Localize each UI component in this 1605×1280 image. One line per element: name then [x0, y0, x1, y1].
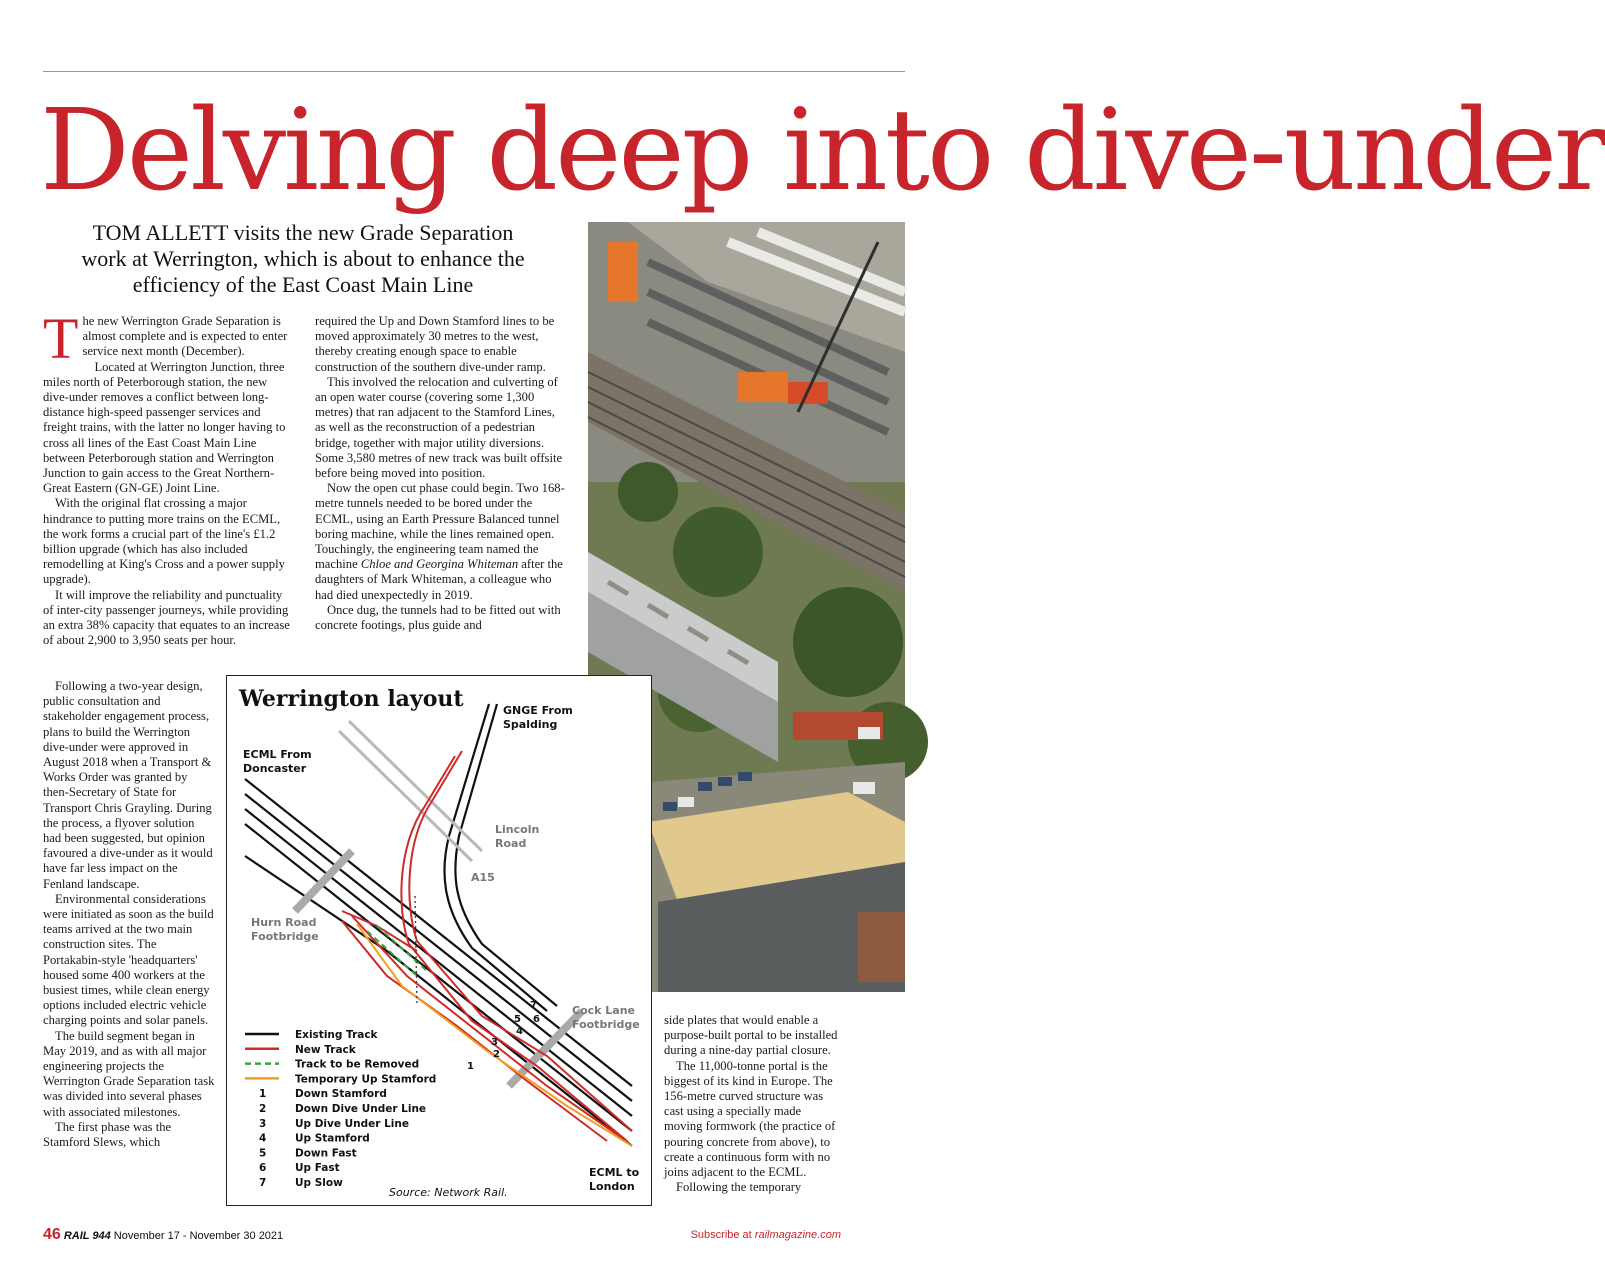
label-cock-lane: Cock Lane Footbridge [572, 1004, 640, 1031]
paragraph: required the Up and Down Stamford lines to be moved approximately 30 metres to the west, thereby creating enough space to enable construction of the southern dive-under ramp. [315, 314, 555, 374]
page-number: 46 [43, 1226, 61, 1243]
legend-label: Down Stamford [295, 1088, 387, 1101]
legend-label: Down Fast [295, 1147, 357, 1160]
legend-key: 5 [259, 1147, 267, 1160]
issue-dates: November 17 - November 30 2021 [113, 1230, 284, 1242]
paragraph: With the original flat crossing a major hindrance to putting more trains on the ECML, the work forms a crucial part of the line's £1.2 billion upgrade (which has also included remodelling at King's Cross and a power supply upgrade). [43, 496, 285, 587]
paragraph: It will improve the reliability and punctuality of inter-city passenger journeys, while providing an extra 38% capacity that equates to an increase of about 2,900 to 3,950 seats per hour. [43, 587, 290, 648]
legend-label: Existing Track [295, 1029, 378, 1041]
paragraph: Following the temporary [676, 1180, 802, 1195]
site-link[interactable]: railmagazine.com [754, 1229, 841, 1241]
paragraph: The new Werrington Grade Separation is almost complete and is expected to enter service next month (December). [43, 306, 288, 371]
label-gnge: GNGE From Spalding [503, 704, 573, 731]
map-title: Werrington layout [239, 686, 464, 712]
track-number: 7 [530, 1000, 537, 1011]
paragraph: This involved the relocation and culverting of an open water course (covering some 1,300 metres) that ran adjacent to the Stamford Lines, as well as the reconstruction of a pedestrian bridge, together with major utility diversions. Some 3,580 metres of new track was built offsite before being moved into position. [315, 374, 563, 481]
headline: Delving deep into dive-under [40, 86, 1605, 216]
legend-label: Up Slow [295, 1177, 343, 1189]
werrington-layout-map [226, 675, 652, 1206]
track-number: 4 [516, 1026, 523, 1037]
label-hurn-road: Hurn Road Footbridge [251, 916, 319, 943]
magazine-issue: RAIL 944 [63, 1230, 111, 1242]
label-ecml-from: ECML From Doncaster [243, 748, 312, 775]
body-column-3 [664, 1013, 842, 1195]
paragraph: The 11,000-tonne portal is the biggest of its kind in Europe. The 156-metre curved structure was cast using a specially made moving formwork (the practice of pouring concrete from above), to create a continuous form with no joins adjacent to the ECML. [664, 1058, 836, 1180]
legend-label: New Track [295, 1043, 356, 1056]
paragraph: side plates that would enable a purpose-built portal to be installed during a nine-day partial closure. [664, 1013, 838, 1058]
track-number: 2 [493, 1049, 500, 1060]
body-column-2 [315, 314, 567, 633]
label-lincoln-road: Lincoln Road [495, 823, 540, 850]
drop-cap: T [43, 306, 79, 371]
track-number: 3 [491, 1037, 498, 1048]
paragraph: Following a two-year design, public consultation and stakeholder engagement process, plans to build the Werrington dive-under were approved in August 2018 when a Transport & Works Order was granted by then-Secretary of State for Transport Chris Grayling. During the process, a flyover solution had been suggested, but opinion favoured a dive-under as it would have far less impact on the Fenland landscape. [43, 679, 213, 891]
legend-key: 7 [259, 1177, 267, 1189]
paragraph: The build segment began in May 2019, and as with all major engineering projects the Werrington Grade Separation task was divided into several phases with associated milestones. [43, 1028, 215, 1119]
label-a15: A15 [471, 871, 495, 884]
map-legend [245, 1029, 436, 1189]
paragraph: Environmental considerations were initiated as soon as the build teams arrived at the two main construction sites. The Portakabin-style 'headquarters' housed some 400 workers at the busiest times, while clean energy options included electric vehicle charging points and solar panels. [43, 891, 214, 1028]
paragraph: Once dug, the tunnels had to be fitted out with concrete footings, plus guide and [315, 602, 561, 633]
top-rule [43, 71, 905, 72]
legend-label: Up Fast [295, 1162, 340, 1175]
track-number: 1 [467, 1061, 474, 1072]
paragraph: The first phase was the Stamford Slews, which [43, 1119, 172, 1150]
track-number: 6 [533, 1014, 540, 1025]
map-source: Source: Network Rail. [389, 1186, 508, 1199]
legend-key: 4 [259, 1132, 267, 1145]
paragraph: Located at Werrington Junction, three miles north of Peterborough station, the new dive-under removes a conflict between long-distance high-speed passenger services and freight trains, with the latter no longer having to cross all lines of the East Coast Main Line between Peterborough station and Werrington Junction to gain access to the Great Northern-Great Eastern (GN-GE) Joint Line. [43, 359, 286, 496]
legend-label: Down Dive Under Line [295, 1103, 427, 1115]
track-number: 5 [514, 1014, 521, 1025]
legend-key: 3 [259, 1117, 267, 1130]
legend-key: 2 [259, 1103, 267, 1115]
footer-subscribe: Subscribe at railmagazine.com [690, 1229, 841, 1241]
legend-label: Temporary Up Stamford [295, 1073, 437, 1086]
a15-road [339, 721, 482, 861]
paragraph: Now the open cut phase could begin. Two 168-metre tunnels needed to be bored under the ECML, using an Earth Pressure Balanced tunnel boring machine, while the lines remained open. Touchingly, the engineering team named the machine Chloe and Georgina Whiteman after the daughters of Mark Whiteman, a colleague who had died unexpectedly in 2019. [315, 481, 565, 602]
legend-key: 6 [259, 1162, 267, 1175]
body-column-1 [43, 306, 295, 648]
label-ecml-to: ECML to London [589, 1166, 640, 1193]
standfirst: TOM ALLETT visits the new Grade Separation work at Werrington, which is about to enhance the efficiency of the East Coast Main Line [81, 220, 525, 297]
footer-left [43, 1226, 283, 1244]
legend-key: 1 [259, 1088, 267, 1101]
legend-label: Up Dive Under Line [295, 1117, 409, 1130]
legend-label: Track to be Removed [295, 1058, 420, 1071]
legend-label: Up Stamford [295, 1132, 370, 1145]
body-column-1b [43, 679, 215, 1150]
